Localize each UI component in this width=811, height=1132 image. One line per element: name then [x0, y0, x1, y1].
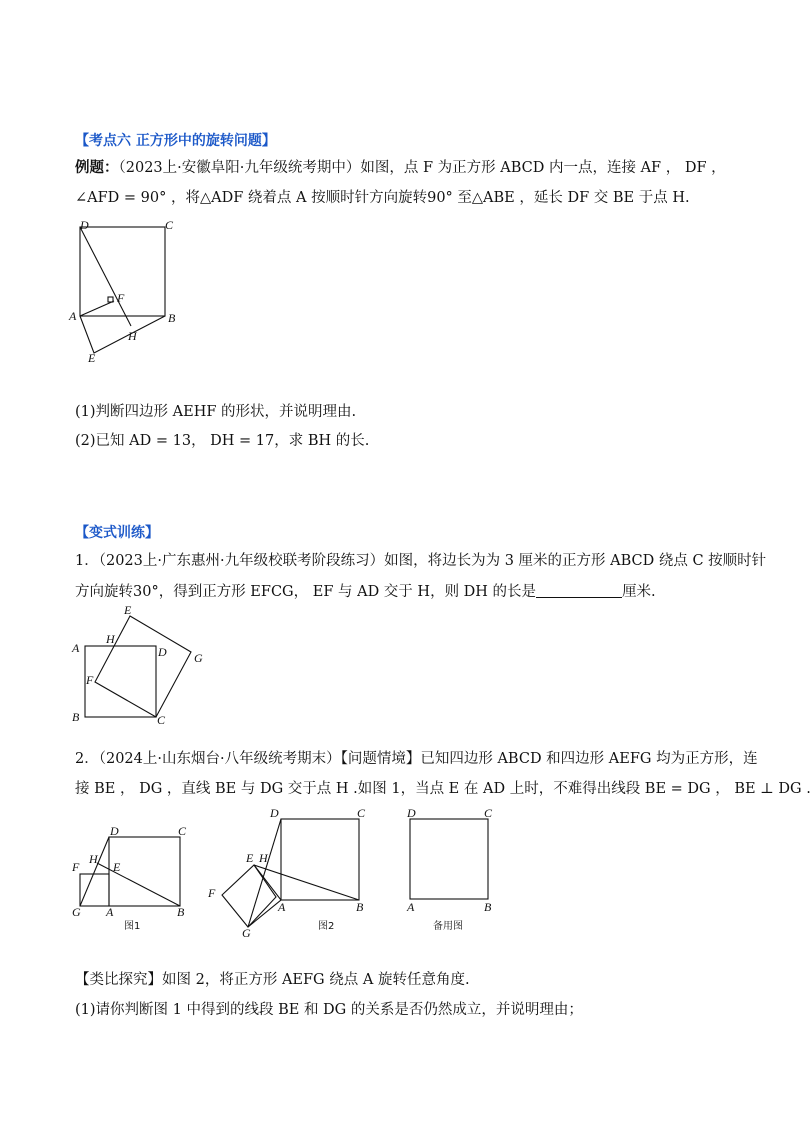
spare-label-c: C [484, 806, 493, 820]
label-f: F [117, 291, 125, 305]
example-question-1: (1)判断四边形 AEHF 的形状，并说明理由. [75, 404, 357, 420]
label-c: C [157, 713, 166, 727]
square-abcd-fig2 [281, 819, 359, 900]
exercise-1-line-2 [75, 582, 656, 602]
line-dh [80, 227, 131, 326]
fig2-label-g: G [242, 926, 251, 940]
fig1-label-a: A [106, 905, 114, 919]
label-b: B [168, 311, 176, 325]
fig1-label-e: E [113, 860, 121, 874]
exercise-2-line-2: 接 BE ， DG ，直线 BE 与 DG 交于点 H .如图 1，当点 E 在 AD 上时，不难得出线段 BE = DG ， BE ⊥ DG . [75, 781, 811, 797]
fig1-label-g: G [72, 905, 81, 919]
fig1-label-h: H [89, 852, 98, 866]
line-be-fig2 [254, 865, 359, 900]
exercise-1-line-1: 1．（2023上·广东惠州·九年级校联考阶段练习）如图，将边长为为 3 厘米的正方形 ABCD 绕点 C 按顺时针 [75, 553, 767, 569]
fig1-label-d: D [110, 824, 119, 838]
fig1-label-c: C [178, 824, 187, 838]
exercise-2-line-1: 2．（2024上·山东烟台·八年级统考期末）【问题情境】已知四边形 ABCD 和四边形 AEFG 均为正方形，连 [75, 751, 758, 767]
label-b: B [72, 710, 80, 724]
section-title-variant: 【变式训练】 [75, 525, 159, 541]
exercise-1-unit: 厘米. [622, 584, 656, 600]
exercise-1-text: 方向旋转30°，得到正方形 EFCG， EF 与 AD 交于 H，则 DH 的长是 [75, 584, 537, 600]
section-title-rotation: 【考点六 正方形中的旋转问题】 [75, 133, 276, 149]
line-dg-fig1 [80, 837, 109, 906]
label-e: E [88, 351, 96, 365]
caption-fig2: 图2 [318, 921, 335, 932]
spare-label-d: D [407, 806, 416, 820]
square-aefg-fig2 [222, 865, 276, 927]
example-line-2: ∠AFD = 90° ，将△ADF 绕着点 A 按顺时针方向旋转90° 至△ABE ，延长 DF 交 BE 于点 H. [75, 190, 690, 206]
figure-rotated-square [66, 602, 216, 726]
answer-blank [536, 583, 622, 598]
fig1-label-f: F [72, 860, 80, 874]
fig2-label-h: H [259, 851, 268, 865]
fig2-label-e: E [246, 851, 254, 865]
label-a: A [69, 309, 77, 323]
fig2-label-b: B [356, 900, 364, 914]
caption-spare: 备用图 [433, 921, 463, 932]
label-h: H [106, 632, 115, 646]
example-label: 例题： [75, 159, 119, 176]
label-a: A [72, 641, 80, 655]
example-question-2: (2)已知 AD = 13， DH = 17，求 BH 的长. [75, 433, 370, 449]
label-d: D [80, 218, 89, 232]
square-aefg-fig1 [80, 874, 109, 906]
example-line-1 [75, 158, 726, 178]
triangle-abe [80, 316, 165, 353]
segment-af [80, 301, 114, 316]
spare-label-b: B [484, 900, 492, 914]
label-e: E [124, 603, 132, 617]
spare-label-a: A [407, 900, 415, 914]
analog-line-2: (1)请你判断图 1 中得到的线段 BE 和 DG 的关系是否仍然成立，并说明理由； [75, 1002, 583, 1018]
fig2-label-d: D [270, 806, 279, 820]
label-h: H [128, 329, 137, 343]
example-text-1: （2023上·安徽阜阳·九年级统考期中）如图，点 F 为正方形 ABCD 内一点，连接 AF ， DF ， [118, 160, 726, 176]
label-f: F [86, 673, 94, 687]
fig1-label-b: B [177, 905, 185, 919]
fig2-label-a: A [278, 900, 286, 914]
label-d: D [158, 645, 167, 659]
square-abcd-spare [410, 819, 488, 899]
figure-2 [207, 806, 366, 940]
figure-example-square [66, 216, 196, 366]
figure-spare [406, 806, 493, 932]
label-g: G [194, 651, 203, 665]
caption-fig1: 图1 [124, 921, 141, 932]
figure-1 [71, 824, 187, 932]
line-dg-fig2 [248, 819, 281, 927]
analog-line-1: 【类比探究】如图 2，将正方形 AEFG 绕点 A 旋转任意角度. [75, 972, 470, 988]
fig2-label-f: F [208, 886, 216, 900]
label-c: C [165, 218, 174, 232]
fig2-label-c: C [357, 806, 366, 820]
figure-row-1-2-spare [66, 806, 506, 940]
